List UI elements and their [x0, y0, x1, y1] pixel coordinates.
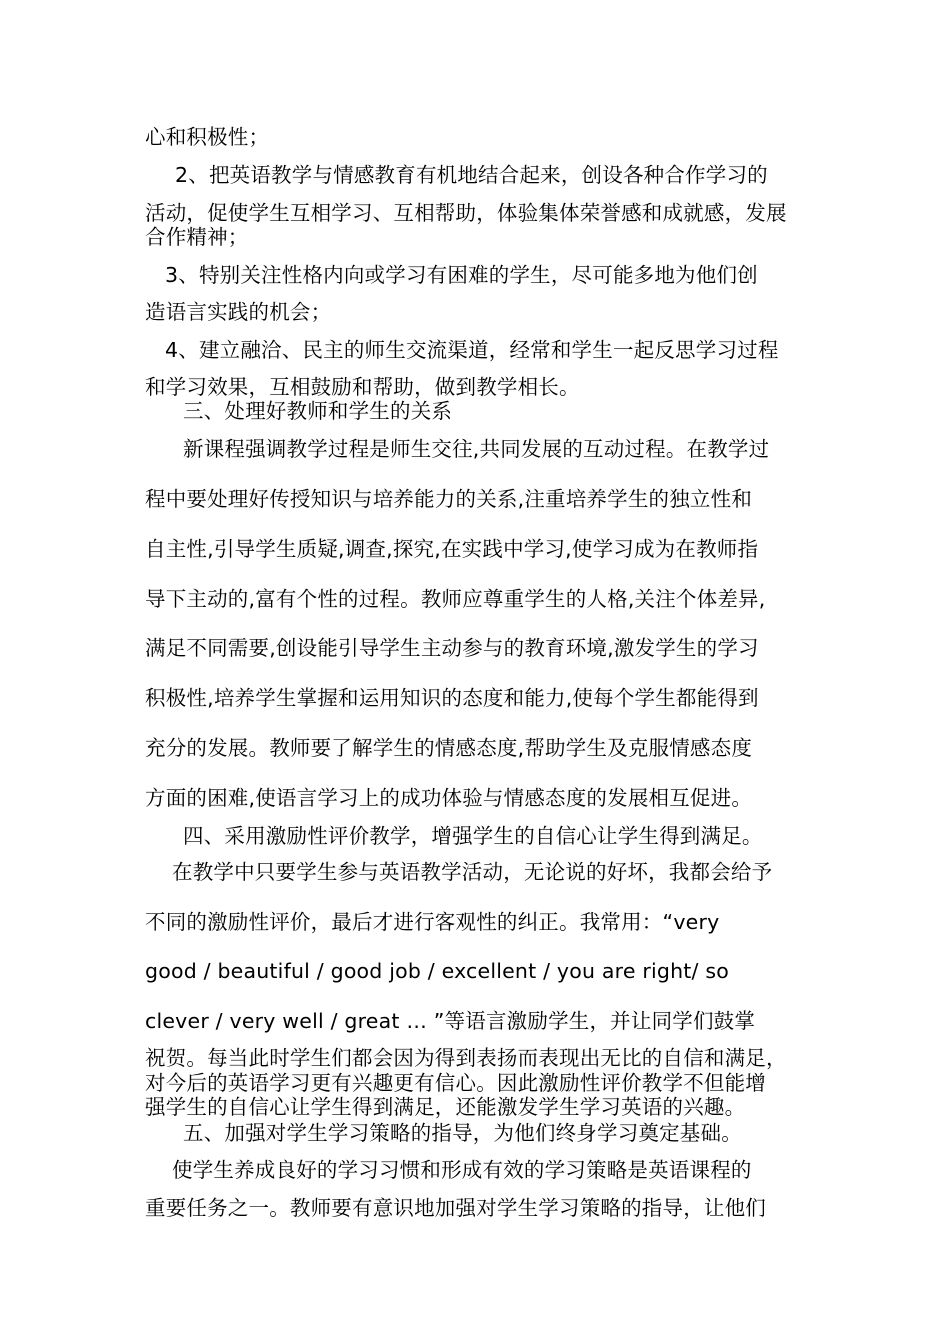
text-line-5: 3、特别关注性格内向或学习有困难的学生，尽可能多地为他们创 [165, 263, 758, 287]
text-line-7: 4、建立融洽、民主的师生交流渠道，经常和学生一起反思学习过程 [165, 338, 779, 362]
text-line-24: 对今后的英语学习更有兴趣更有信心。因此激励性评价教学不但能增 [145, 1071, 766, 1095]
text-line-25: 强学生的自信心让学生得到满足，还能激发学生学习英语的兴趣。 [145, 1095, 746, 1119]
text-line-17: 方面的困难,使语言学习上的成功体验与情感态度的发展相互促进。 [145, 786, 753, 810]
text-line-13: 导下主动的,富有个性的过程。教师应尊重学生的人格,关注个体差异, [145, 587, 766, 611]
text-line-2: 2、把英语教学与情感教育有机地结合起来，创设各种合作学习的 [175, 163, 768, 187]
text-line-1: 心和积极性； [145, 125, 270, 149]
text-line-21: good / beautiful / good job / excellent / you are right/ so [145, 959, 729, 983]
text-line-23: 祝贺。每当此时学生们都会因为得到表扬而表现出无比的自信和满足， [145, 1046, 787, 1070]
section-heading-4: 四、采用激励性评价教学，增强学生的自信心让学生得到满足。 [183, 824, 763, 848]
text-line-22: clever / very well / great … ”等语言激励学生，并让同学们鼓掌 [145, 1009, 756, 1033]
text-line-19: 在教学中只要学生参与英语教学活动，无论说的好坏，我都会给予 [172, 860, 773, 884]
text-line-3: 活动，促使学生互相学习、互相帮助，体验集体荣誉感和成就感，发展 [145, 201, 787, 225]
text-line-27: 使学生养成良好的学习习惯和形成有效的学习策略是英语课程的 [172, 1158, 752, 1182]
text-line-16: 充分的发展。教师要了解学生的情感态度,帮助学生及克服情感态度 [145, 736, 753, 760]
text-line-14: 满足不同需要,创设能引导学生主动参与的教育环境,激发学生的学习 [145, 636, 759, 660]
section-heading-5: 五、加强对学生学习策略的指导，为他们终身学习奠定基础。 [183, 1121, 742, 1145]
text-line-28: 重要任务之一。教师要有意识地加强对学生学习策略的指导，让他们 [145, 1196, 766, 1220]
text-line-12: 自主性,引导学生质疑,调查,探究,在实践中学习,使学习成为在教师指 [145, 537, 759, 561]
section-heading-3: 三、处理好教师和学生的关系 [183, 399, 453, 423]
text-line-10: 新课程强调教学过程是师生交往,共同发展的互动过程。在教学过 [183, 437, 770, 461]
text-line-6: 造语言实践的机会； [145, 300, 332, 324]
text-line-20: 不同的激励性评价，最后才进行客观性的纠正。我常用：“very [145, 910, 720, 934]
text-line-11: 程中要处理好传授知识与培养能力的关系,注重培养学生的独立性和 [145, 487, 753, 511]
text-line-8: 和学习效果，互相鼓励和帮助，做到教学相长。 [145, 375, 580, 399]
text-line-4: 合作精神； [145, 225, 249, 249]
text-line-15: 积极性,培养学生掌握和运用知识的态度和能力,使每个学生都能得到 [145, 686, 759, 710]
